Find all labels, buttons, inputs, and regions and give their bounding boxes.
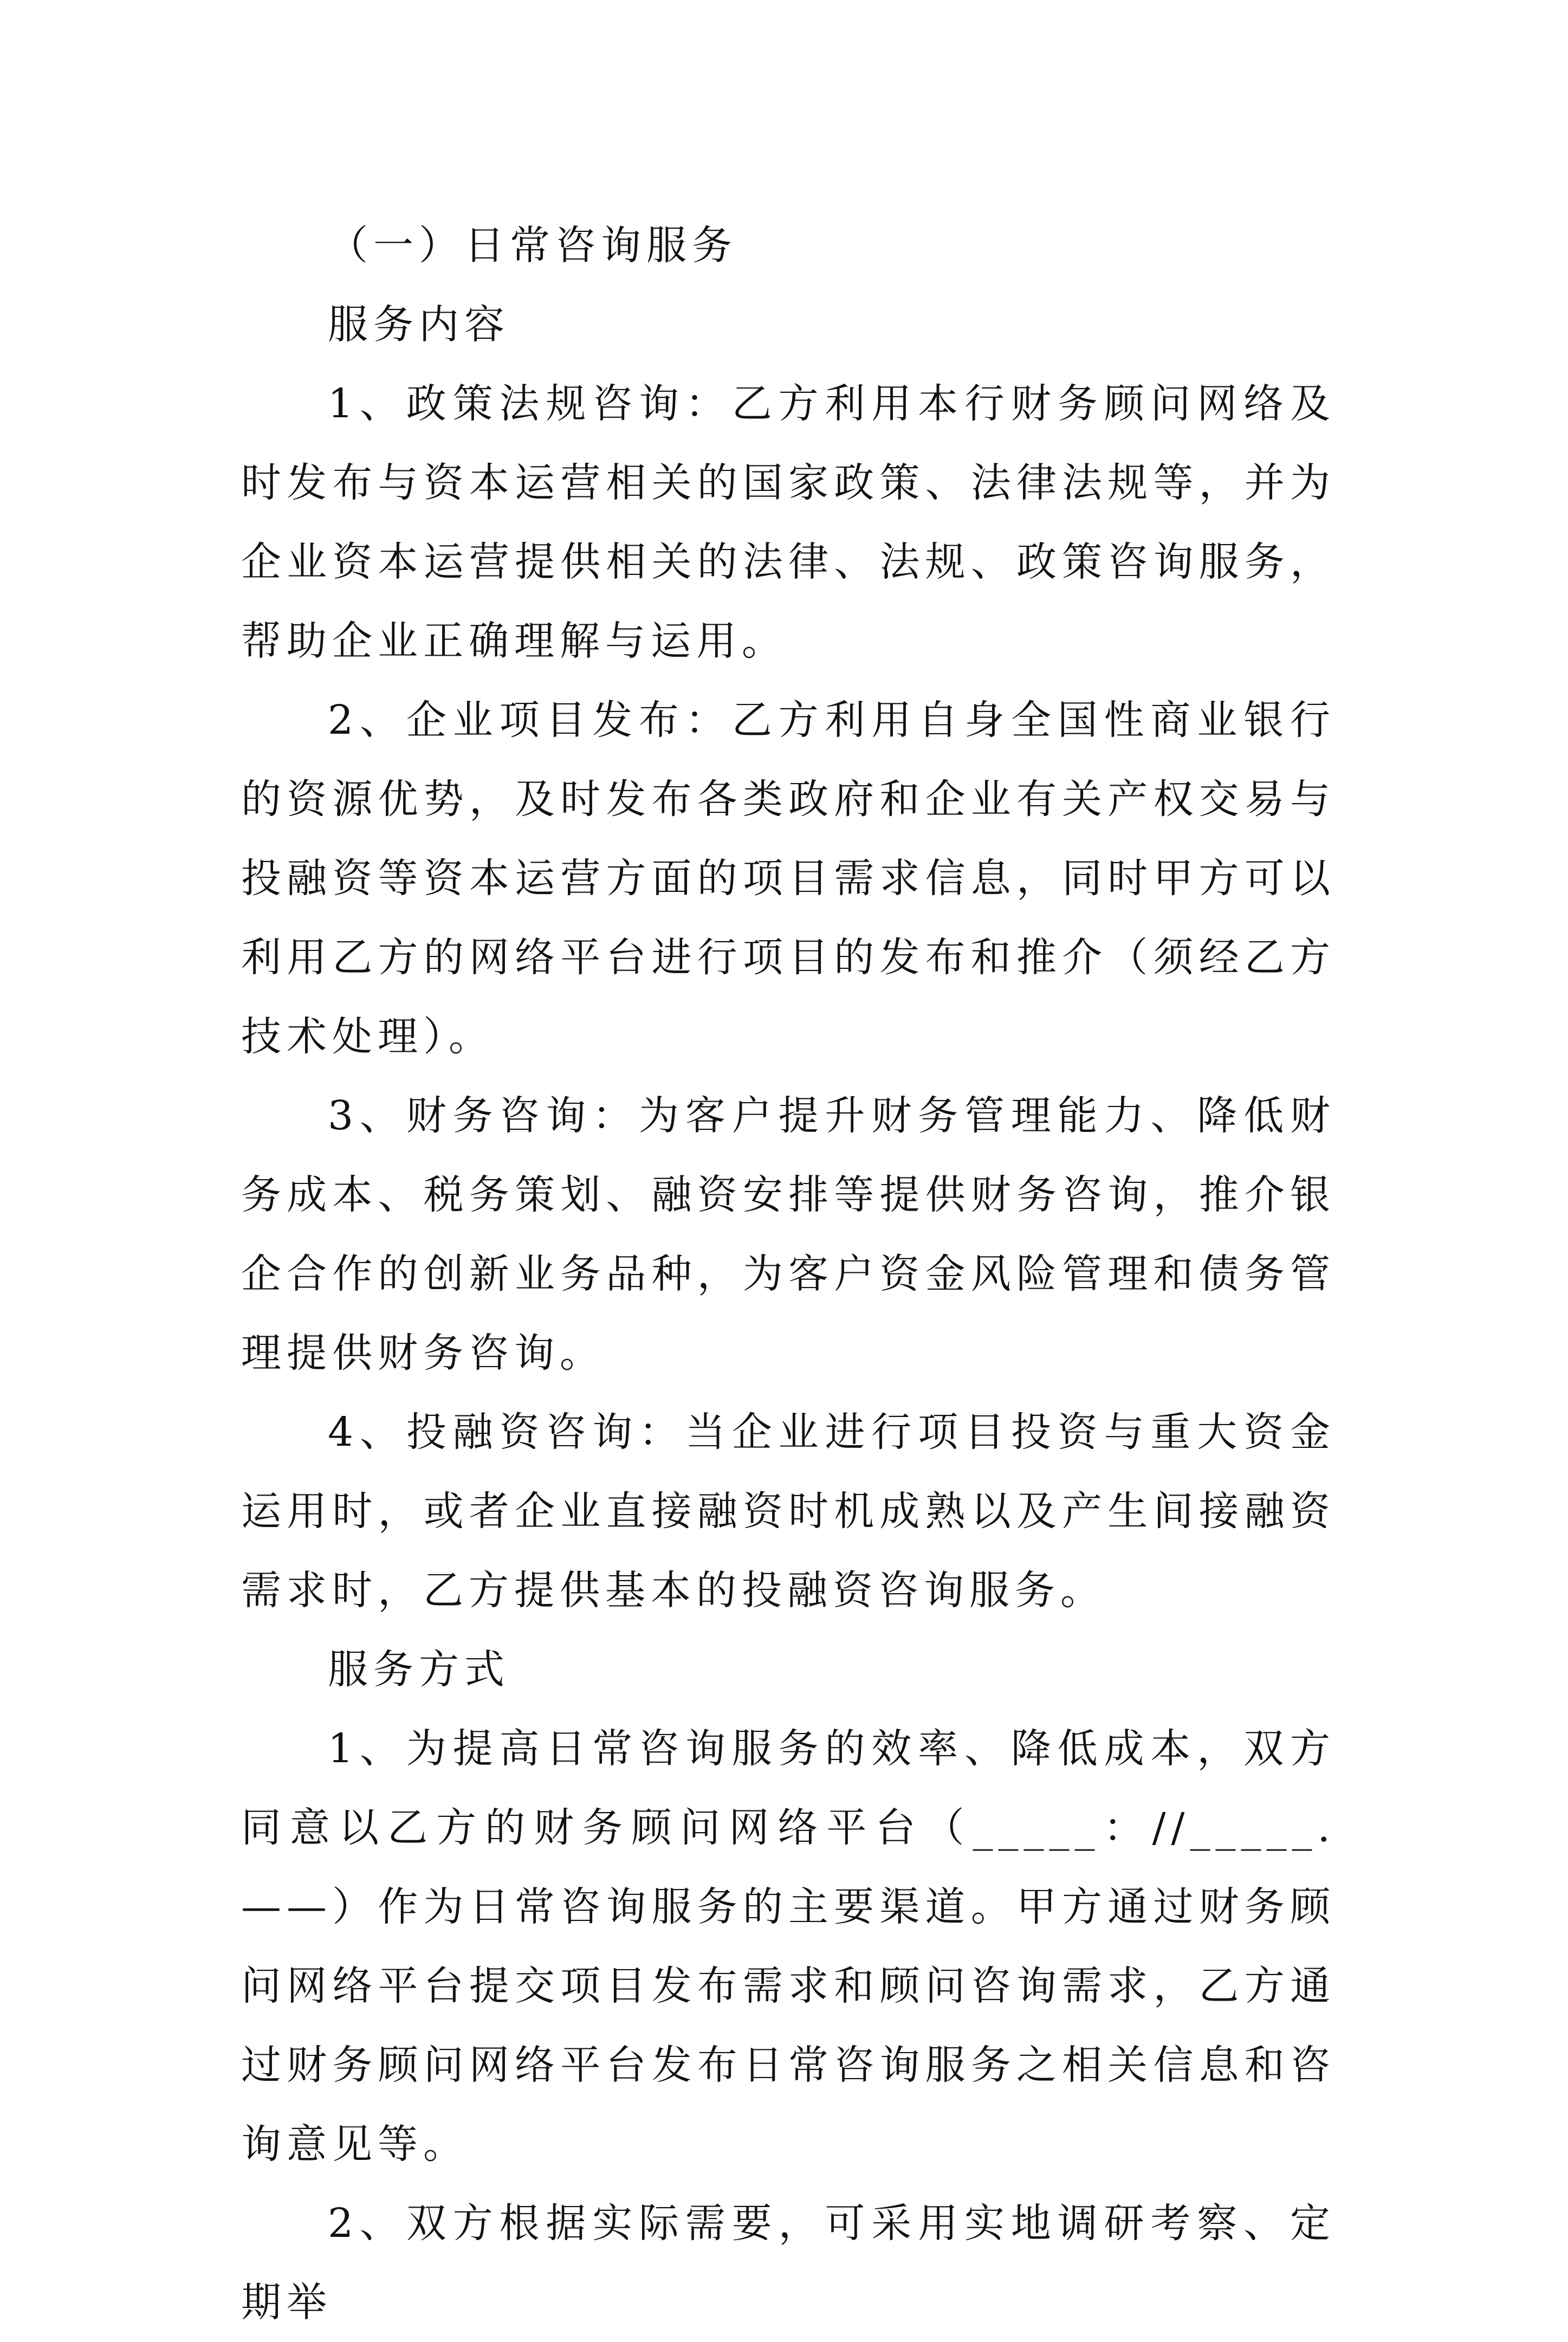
- section-title: （一）日常咨询服务: [328, 222, 737, 269]
- paragraph-field-research: 2、双方根据实际需要，可采用实地调研考察、定期举: [241, 2200, 1336, 2326]
- paragraph-network-platform: 1、为提高日常咨询服务的效率、降低成本，双方同意以乙方的财务顾问网络平台（_____：//_____.——）作为日常咨询服务的主要渠道。甲方通过财务顾问网络平台提交项目发布需求和顾问咨询需求，乙方通过财务顾问网络平台发布日常咨询服务之相关信息和咨询意见等。: [241, 1725, 1336, 2168]
- paragraph-project-publishing: 2、企业项目发布：乙方利用自身全国性商业银行的资源优势，及时发布各类政府和企业有关产权交易与投融资等资本运营方面的项目需求信息，同时甲方可以利用乙方的网络平台进行项目的发布和推介（须经乙方技术处理）。: [241, 697, 1336, 1060]
- paragraph-financial-consulting: 3、财务咨询：为客户提升财务管理能力、降低财务成本、税务策划、融资安排等提供财务咨询，推介银企合作的创新业务品种，为客户资金风险管理和债务管理提供财务咨询。: [241, 1092, 1336, 1376]
- subheading-service-content: 服务内容: [328, 301, 510, 348]
- paragraph-policy-consulting: 1、政策法规咨询：乙方利用本行财务顾问网络及时发布与资本运营相关的国家政策、法律法规等，并为企业资本运营提供相关的法律、法规、政策咨询服务，帮助企业正确理解与运用。: [241, 380, 1336, 664]
- document-body: [241, 206, 1336, 2342]
- subheading-service-method: 服务方式: [328, 1646, 510, 1693]
- paragraph-investment-consulting: 4、投融资咨询：当企业进行项目投资与重大资金运用时，或者企业直接融资时机成熟以及产生间接融资需求时，乙方提供基本的投融资咨询服务。: [241, 1409, 1336, 1614]
